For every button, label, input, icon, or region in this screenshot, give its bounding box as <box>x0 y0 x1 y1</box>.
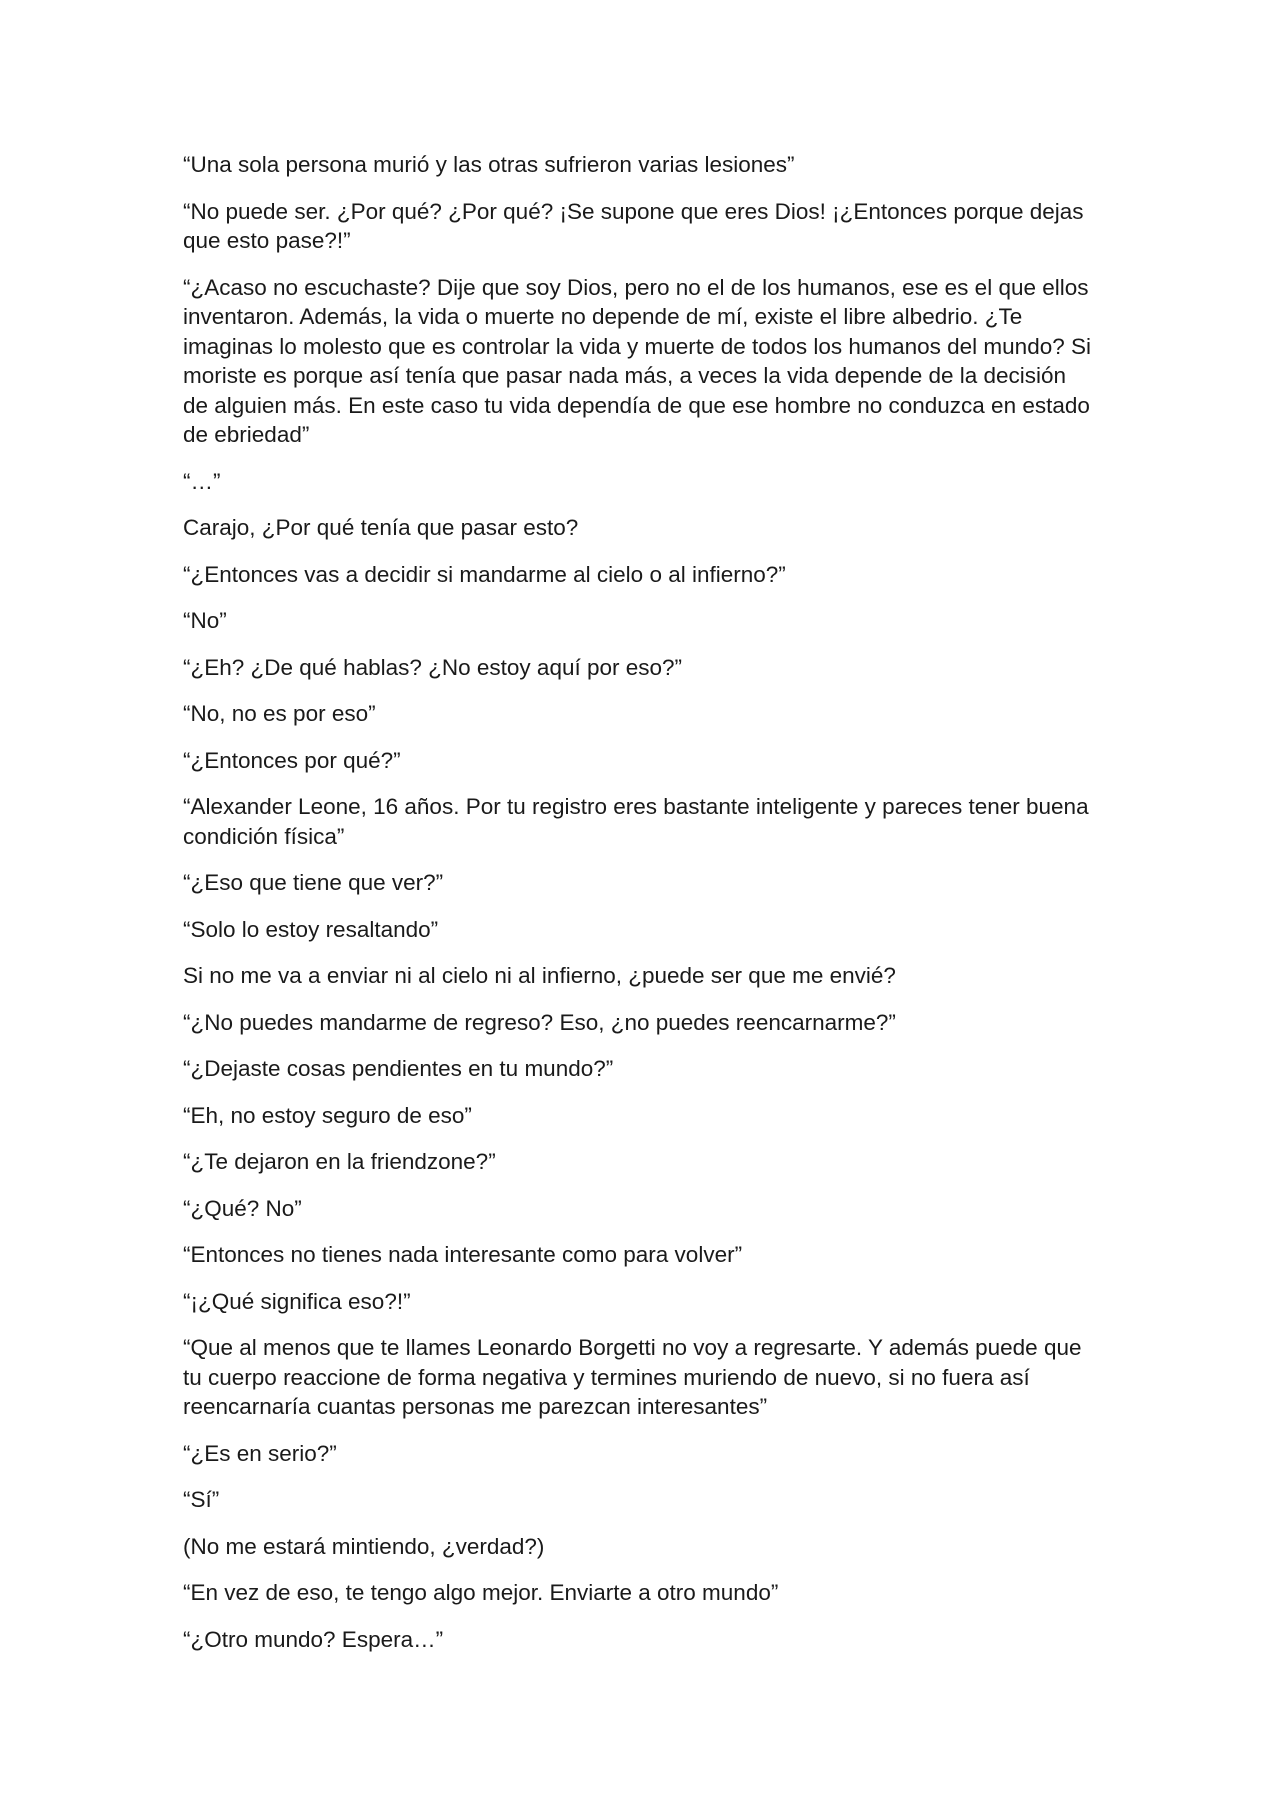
paragraph: “¿Entonces por qué?” <box>183 747 401 773</box>
paragraph: “¿No puedes mandarme de regreso? Eso, ¿no puedes reencarnarme?” <box>183 1009 896 1035</box>
paragraph: Si no me va a enviar ni al cielo ni al infierno, ¿puede ser que me envié? <box>183 963 896 988</box>
paragraph: “¿Entonces vas a decidir si mandarme al cielo o al infierno?” <box>183 561 786 587</box>
paragraph: “¡¿Qué significa eso?!” <box>183 1288 411 1314</box>
paragraph: “¿Es en serio?” <box>183 1440 337 1466</box>
paragraph: “Que al menos que te llames Leonardo Borgetti no voy a regresarte. Y además puede que tu cuerpo reaccione de forma negativa y termines muriendo de nuevo, si no fuera así reencarnaría cuantas personas me parezcan interesantes” <box>183 1335 1082 1419</box>
paragraph: “Entonces no tienes nada interesante como para volver” <box>183 1242 743 1267</box>
paragraph: “Solo lo estoy resaltando” <box>183 916 439 942</box>
paragraph: “¿Qué? No” <box>183 1195 302 1221</box>
paragraph: “No” <box>183 608 227 633</box>
paragraph: “¿Dejaste cosas pendientes en tu mundo?” <box>183 1056 614 1081</box>
paragraph: “¿Acaso no escuchaste? Dije que soy Dios, pero no el de los humanos, ese es el que ellos inventaron. Además, la vida o muerte no depende de mí, existe el libre albedrio. ¿Te imaginas lo molesto que es controlar la vida y muerte de todos los humanos del mundo? Si moriste es porque así tenía que pasar nada más, a veces la vida depende de la decisión de alguien más. En este caso tu vida dependía de que ese hombre no conduzca en estado de ebriedad” <box>183 274 1091 447</box>
paragraph: “Alexander Leone, 16 años. Por tu registro eres bastante inteligente y pareces tener buena condición física” <box>183 794 1089 849</box>
paragraph: “No, no es por eso” <box>183 701 376 726</box>
paragraph: “No puede ser. ¿Por qué? ¿Por qué? ¡Se supone que eres Dios! ¡¿Entonces porque dejas que esto pase?!” <box>183 198 1084 253</box>
paragraph: “¿Otro mundo? Espera…” <box>183 1626 444 1652</box>
paragraph: (No me estará mintiendo, ¿verdad?) <box>183 1533 545 1559</box>
paragraph: “Sí” <box>183 1487 220 1512</box>
paragraph: “En vez de eso, te tengo algo mejor. Enviarte a otro mundo” <box>183 1580 779 1605</box>
paragraph: “Eh, no estoy seguro de eso” <box>183 1102 472 1128</box>
paragraph: “¿Te dejaron en la friendzone?” <box>183 1149 496 1174</box>
paragraph: Carajo, ¿Por qué tenía que pasar esto? <box>183 515 579 540</box>
paragraph: “Una sola persona murió y las otras sufrieron varias lesiones” <box>183 152 795 177</box>
paragraph: “…” <box>183 468 221 494</box>
paragraph: “¿Eh? ¿De qué hablas? ¿No estoy aquí por eso?” <box>183 654 683 680</box>
paragraph: “¿Eso que tiene que ver?” <box>183 870 444 895</box>
document-text-body <box>183 150 1093 1671</box>
